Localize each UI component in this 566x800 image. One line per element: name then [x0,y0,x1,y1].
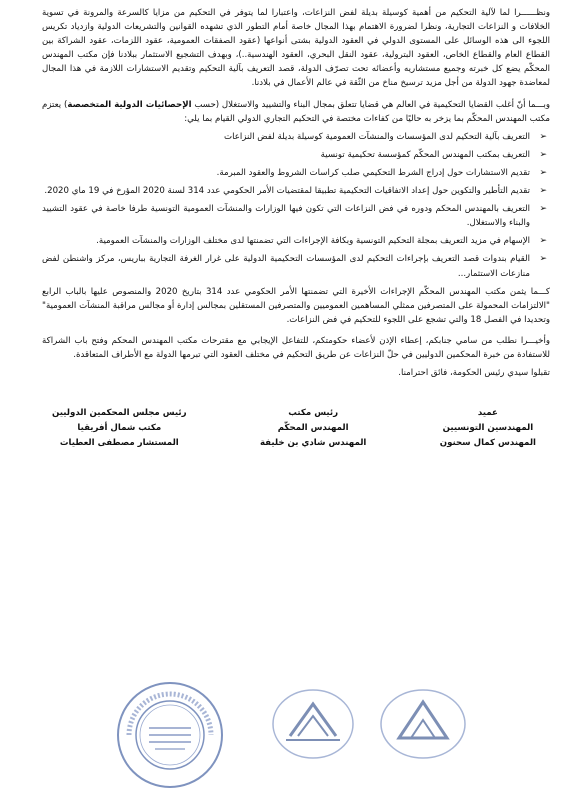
actions-list [42,130,550,281]
stamps-area [0,660,566,800]
paragraph-request: وأخيـــرا نطلب من سامي جنابكم، إعطاء الإذن لأعضاء حكومتكم، للتفاعل الإيجابي مع مقترحات مكتب المهندس المحكم وفتح باب الشراكة للاستفادة من خبرة المحكمين الدوليين في حلّ النزاعات عن طريق التحكيم في مختلف العقود التي تبرمها الدولة مع الأطراف المتعاقدة. [42,335,550,360]
paragraph-actions-intro [42,98,550,126]
paragraph-actions-intro-start: وبـــما أنّ أغلب القضايا التحكيمية في العالم هي قضايا تتعلق بمجال البناء والتشييد والاستغلال (حسب [191,99,550,110]
signature-org: مكتب شمال أفريقيا [77,423,162,434]
signature-dean [440,406,536,451]
list-item: ➢ تقديم الاستشارات حول إدراج الشرط التحكيمي صلب كراسات الشروط والعقود المبرمة. [42,166,530,180]
signature-name: المهندس شادي بن خليفة [259,438,367,449]
signature-name: المستشار مصطفى العطيات [59,438,179,449]
paragraph-intro: ونظــــــرا لما لآلية التحكيم من أهمية كوسيلة بديلة لفض النزاعات، واعتبارا لما يتوفر في التحكيم من مزايا كالسرعة والمرونة في تسوية الخلافات و النزاعات التجارية، ونظرا لضرورة الاهتمام بهذا المجال خاصة أمام التطور الذي تشهده القوانين والتشريعات الدولية وازدياد تكريس اللجوء الى هذه الوسائل على المستوى الدولي في العقود الدولية بشتى أنواعها (عقود الصفقات العمومية، عقود اللزمات، عقود الشراكة بين القطاع العام والقطاع الخاص، العقود البترولية، عقود النقل البحري، العقود الهندسية..)، وبهدف التشجيع الاستثمار ببلادنا فإن مكتب المهندس المحكّم يضع كل خبرته وجميع مستشاريه وأعضائه تحت تصرّف الدولة، قصد التعريف بآلية التحكيم وتقديم الاستشارات اللازمة في هذا المجال لمعاضدة جهود الدولة من أجل مزيد ترسيخ مناخ من الثّقة في عالم الأعمال في بلادنا. [42,8,550,89]
paragraph-actions-intro-bold: الإحصائيات الدولية المتخصصة [67,99,192,110]
council-stamp [115,680,225,794]
dean-stamp [375,680,470,764]
signature-council-head [52,406,187,451]
office-stamp [268,680,358,764]
list-item: ➢ التعريف بمكتب المهندس المحكّم كمؤسسة تحكيمية تونسية [42,148,530,162]
signature-title: عميد [477,408,498,419]
list-item: ➢ القيام بندوات قصد التعريف بإجراءات التحكيم لدى المؤسسات التحكيمية الدولية على غرار الغرفة التجارية بباريس، مركز واشنطن لفض منازعات الاستثمار... [42,252,530,280]
list-item: ➢ التعريف بالمهندس المحكم ودوره في فض النزاعات التي تكون فيها الوزارات والمنشآت العمومية التونسية طرفا خاصة في عقود التشييد والبناء والاستغلال. [42,202,530,230]
signature-name: المهندس كمال سحنون [439,438,536,449]
signature-title: رئيس مجلس المحكمين الدوليين [52,408,187,419]
closing-salutation: تقبلوا سيدي رئيس الحكومة، فائق احترامنا. [398,368,550,379]
signature-org: المهندسين التونسيين [442,423,534,434]
paragraph-decree: كـــما يثمن مكتب المهندس المحكّم الإجراءات الأخيرة التي تضمنتها الأمر الحكومي عدد 314 بتاريخ 2020 والمنصوص عليها بالباب الرابع "الالتزامات المحمولة على المتصرفين ممثلي المساهمين العموميين والمتصرفين المستقلين بمجالس إدارة أو مجالس مراقبة المنشآت العمومية" وتحديدا في الفصل 18 والتي تشجع على اللجوء للتحكيم في فض النزاعات. [42,286,550,325]
paragraph-actions-intro-end: ) يعتزم مكتب المهندس المحكّم بما يزخر به حاليًا من كفاءات مختصة في التحكيم التجاري الدولي القيام بما يلي: [42,99,550,124]
list-item: ➢ تقديم التأطير والتكوين حول إعداد الاتفاقيات التحكيمية تطبيقا لمقتضيات الأمر الحكومي عدد 314 لسنة 2020 المؤرخ في 19 ماي 2020. [42,184,530,198]
signature-block [42,406,550,451]
list-item: ➢ التعريف بآلية التحكيم لدى المؤسسات والمنشآت العمومية كوسيلة بديلة لفض النزاعات [42,130,530,144]
signature-org: المهندس المحكّم [277,423,349,434]
signature-office-head [260,406,366,451]
list-item: ➢ الإسهام في مزيد التعريف بمجلة التحكيم التونسية وبكافة الإجراءات التي تضمنتها لدى مختلف الوزارات والمنشآت العمومية. [42,234,530,248]
signature-title: رئيس مكتب [288,408,339,419]
